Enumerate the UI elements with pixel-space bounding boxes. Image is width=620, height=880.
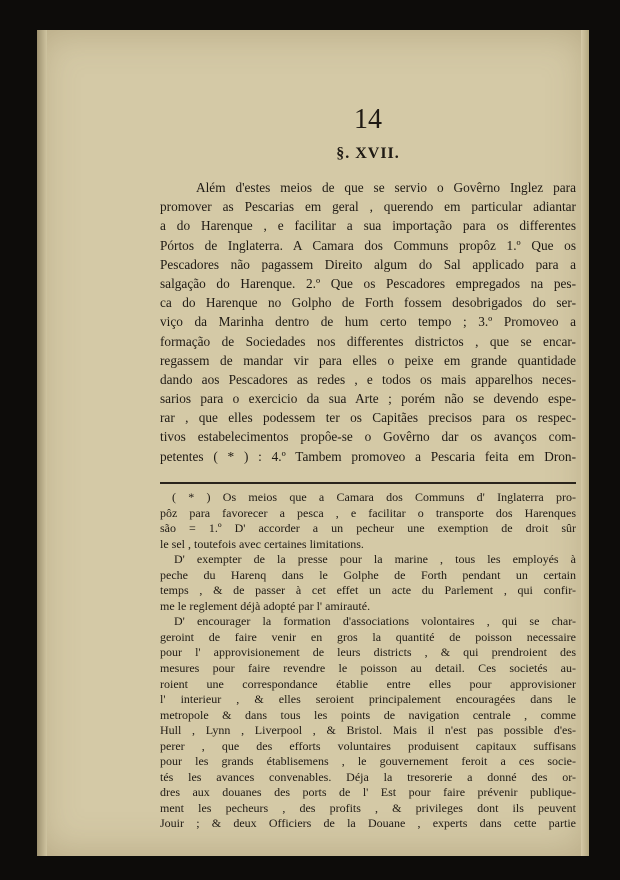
footnote-line: metropole & dans tous les points de navigation centrale , comme [160, 707, 576, 722]
main-text [160, 178, 576, 466]
footnote-line: ment les pecheurs , des profits , & privileges dont ils peuvent [160, 800, 576, 815]
footnote-line: Jouir ; & deux Officiers de la Douane , experts dans cette partie [160, 816, 576, 831]
footnote-line: le sel , toutefois avec certaines limitations. [160, 536, 364, 551]
footnote-rule [160, 482, 576, 484]
footnote-line: roient une correspondance établie entre elles pour approvisioner [160, 676, 576, 691]
footnote-line: tés les avances convenables. Déja la tresorerie a donné des or- [160, 769, 576, 784]
body-line: salgação do Harenque. 2.º Que os Pescadores empregados na pes- [160, 275, 576, 291]
footnote-line: são = 1.º D' accorder a un pecheur une exemption de droit sûr [160, 521, 576, 536]
footnote-line: ( * ) Os meios que a Camara dos Communs d' Inglaterra pro- [172, 490, 576, 504]
body-line: promover as Pescarias em geral , querendo em particular adiantar [160, 199, 576, 215]
body-line: Pescadores não pagassem Direito algum do Sal applicado para a [160, 256, 576, 272]
footnote-line: pôz para favorecer a pesca , e facilitar o transporte dos Harenques [160, 505, 576, 520]
body-line: a do Harenque , e facilitar a sua importação para os differentes [160, 218, 576, 234]
footnote-line: l' interieur , & elles seroient principalement encouragées dans le [160, 692, 576, 707]
body-line: regassem de mandar vir para elles o peixe em grande quantidade [160, 352, 576, 368]
book-page [37, 30, 589, 856]
footnote-line: mesures pour faire revendre le poisson au detail. Ces societés au- [160, 661, 576, 676]
footnote-line: temps , & de passer à cet effet un acte du Parlement , qui confir- [160, 583, 576, 598]
footnote-line: peche du Harenq dans le Golphe de Forth pendant un certain [160, 567, 576, 582]
footnote-line: dres aux douanes des ports de l' Est pour faire prévenir publique- [160, 785, 576, 800]
footnote-line: pour les grands établisemens , le gouvernement feroit a ces socie- [160, 754, 576, 769]
body-line: ca do Harenque no Golpho de Forth fossem desobrigados do ser- [160, 295, 576, 311]
body-line: petentes ( * ) : 4.º Tambem promoveo a Pescaria feita em Dron- [160, 448, 576, 464]
body-line: sarios para o exercicio da sua Arte ; porém não se devendo espe- [160, 391, 576, 407]
body-line: Além d'estes meios de que se servio o Govêrno Inglez para [196, 180, 576, 195]
footnote [160, 490, 576, 832]
footnote-line: Hull , Lynn , Liverpool , & Bristol. Mais il n'est pas possible d'es- [160, 723, 576, 738]
body-line: formação de Sociedades nos differentes districtos , que se encar- [160, 333, 576, 349]
page-gutter [37, 30, 47, 856]
page-edge [581, 30, 589, 856]
body-line: Pórtos de Inglaterra. A Camara dos Communs propôz 1.º Que os [160, 237, 576, 253]
footnote-line: me le reglement déjà adopté par l' amirauté. [160, 598, 371, 613]
body-line: viço da Marinha dentro de hum certo tempo ; 3.º Promoveo a [160, 314, 576, 330]
footnote-line: D' exempter de la presse pour la marine , tous les employés à [174, 552, 576, 567]
footnote-line: pour l' approvisionement de leurs districts , & qui prendroient des [160, 645, 576, 660]
footnote-line: geroint de faire venir en gros la quantité de poisson necessaire [160, 629, 576, 644]
section-heading: §. XVII. [336, 145, 400, 162]
body-line: rar , que elles podessem ter os Capitães precisos para os respec- [160, 410, 576, 426]
footnote-line: perer , que des efforts voluntaires produisent capitaux suffisans [160, 738, 576, 753]
body-line: dando aos Pescadores as redes , e todos os mais apparelhos neces- [160, 371, 576, 387]
page-number: 14 [354, 104, 382, 135]
footnote-line: D' encourager la formation d'associations volontaires , qui se char- [174, 614, 576, 629]
body-line: tivos estabelecimentos propôe-se o Govêrno dar os avanços com- [160, 429, 576, 445]
